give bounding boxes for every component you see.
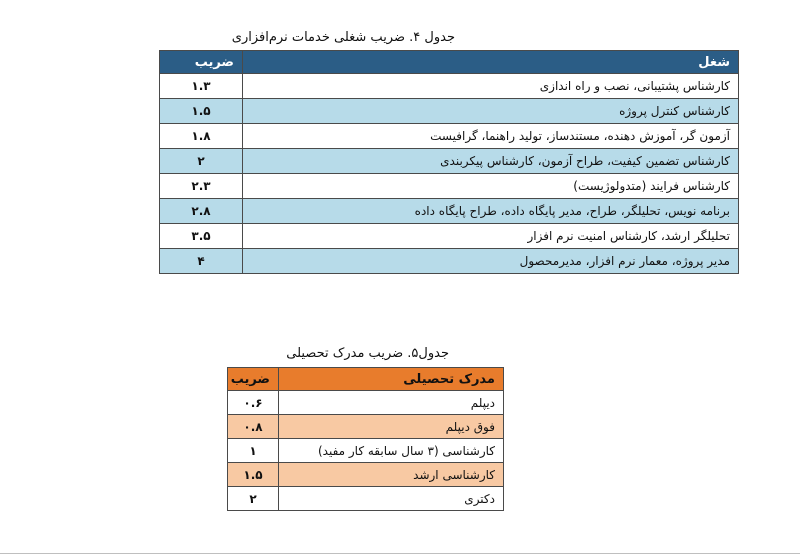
coefficient-cell: ۱.۸ [160, 124, 243, 149]
coefficient-cell: ۳.۵ [160, 224, 243, 249]
coefficient-cell: ۰.۸ [228, 415, 279, 439]
table-row [160, 99, 739, 124]
job-cell: برنامه نویس، تحلیلگر، طراح، مدیر پایگاه داده، طراح پایگاه داده [243, 199, 739, 224]
coefficient-cell: ۲.۸ [160, 199, 243, 224]
table-row [160, 74, 739, 99]
degree-cell: دیپلم [279, 391, 504, 415]
degree-column-header: مدرک تحصیلی [279, 368, 504, 391]
table-row [160, 249, 739, 274]
coefficient-cell: ۱.۵ [160, 99, 243, 124]
table-row [160, 224, 739, 249]
coefficient-cell: ۲ [228, 487, 279, 511]
coefficient-cell: ۰.۶ [228, 391, 279, 415]
coefficient-cell: ۱ [228, 439, 279, 463]
job-cell: کارشناس فرایند (متدولوژیست) [243, 174, 739, 199]
table-header-row [160, 51, 739, 74]
table2-caption: جدول۵. ضریب مدرک تحصیلی [286, 346, 449, 361]
table-row [228, 487, 504, 511]
degree-cell: کارشناسی (۳ سال سابقه کار مفید) [279, 439, 504, 463]
table-row [228, 463, 504, 487]
table-row [228, 439, 504, 463]
table-header-row [228, 368, 504, 391]
job-cell: کارشناس تضمین کیفیت، طراح آزمون، کارشناس پیکربندی [243, 149, 739, 174]
job-cell: کارشناس کنترل پروژه [243, 99, 739, 124]
job-column-header: شغل [243, 51, 739, 74]
table-row [160, 199, 739, 224]
table-row [160, 124, 739, 149]
degree-coefficient-table [227, 367, 504, 511]
degree-cell: دکتری [279, 487, 504, 511]
job-cell: تحلیلگر ارشد، کارشناس امنیت نرم افزار [243, 224, 739, 249]
page-divider [0, 553, 800, 554]
job-cell: کارشناس پشتیبانی، نصب و راه اندازی [243, 74, 739, 99]
coefficient-cell: ۴ [160, 249, 243, 274]
table-row [228, 391, 504, 415]
coefficient-cell: ۱.۵ [228, 463, 279, 487]
table1-caption: جدول ۴. ضریب شغلی خدمات نرم‌افزاری [231, 30, 455, 45]
degree-cell: کارشناسی ارشد [279, 463, 504, 487]
coefficient-cell: ۲ [160, 149, 243, 174]
job-cell: آزمون گر، آموزش دهنده، مستندساز، تولید راهنما، گرافیست [243, 124, 739, 149]
coefficient-column-header: ضریب [228, 368, 279, 391]
table-row [160, 174, 739, 199]
coefficient-cell: ۱.۳ [160, 74, 243, 99]
coefficient-column-header: ضریب [160, 51, 243, 74]
table-row [160, 149, 739, 174]
job-coefficient-table [159, 50, 739, 274]
coefficient-cell: ۲.۳ [160, 174, 243, 199]
job-cell: مدیر پروژه، معمار نرم افزار، مدیرمحصول [243, 249, 739, 274]
degree-cell: فوق دیپلم [279, 415, 504, 439]
table-row [228, 415, 504, 439]
